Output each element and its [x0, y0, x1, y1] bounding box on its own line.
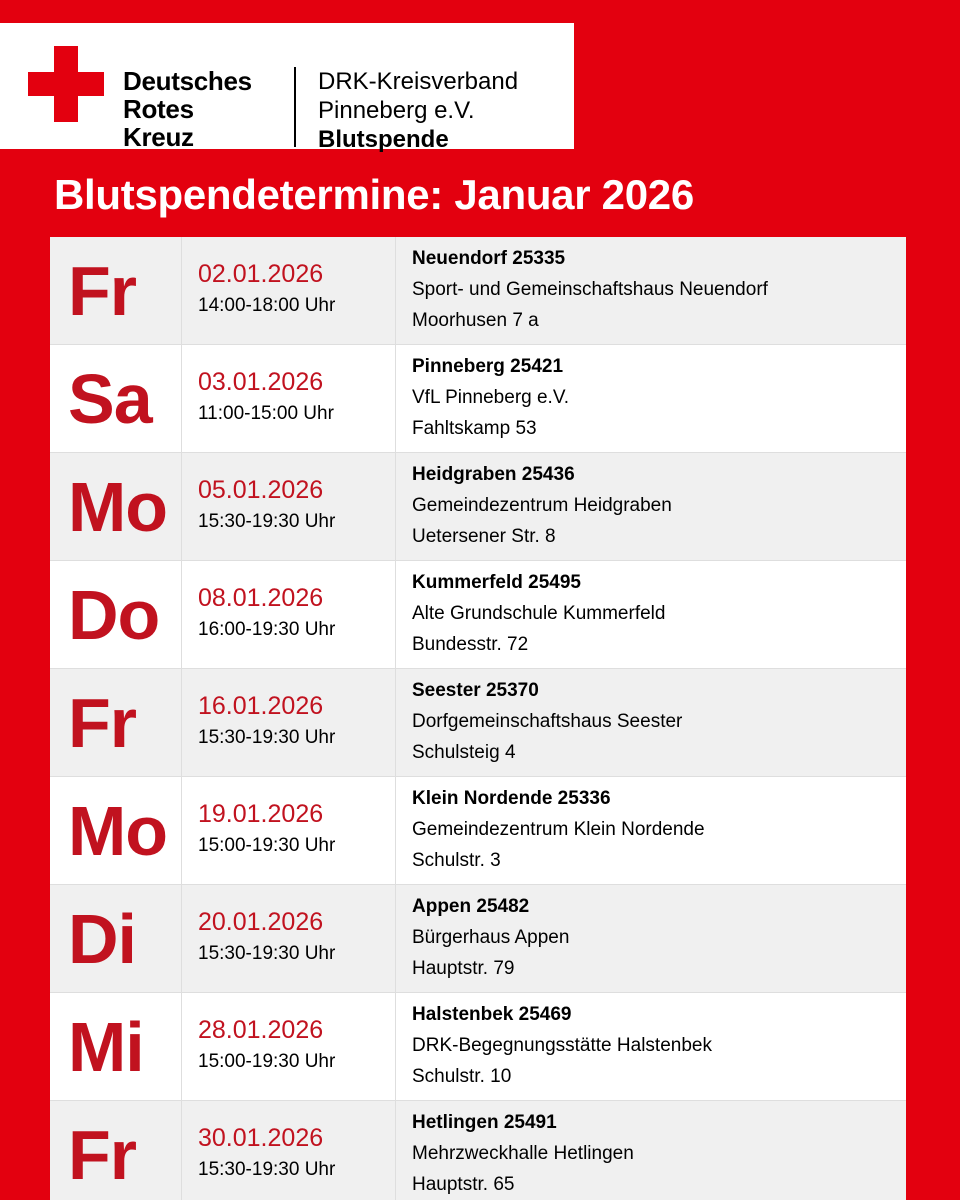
appointment-time: 15:00-19:30 Uhr — [198, 1051, 336, 1072]
location-place: Halstenbek 25469 — [412, 1004, 572, 1025]
date-cell — [182, 777, 396, 885]
location-place: Neuendorf 25335 — [412, 248, 566, 269]
appointment-row — [50, 777, 906, 885]
location-address: Uetersener Str. 8 — [412, 526, 556, 547]
appointment-row — [50, 1101, 906, 1200]
location-address: Schulsteig 4 — [412, 742, 516, 763]
location-place: Heidgraben 25436 — [412, 464, 575, 485]
org-name-line: Deutsches — [123, 66, 252, 96]
location-place: Appen 25482 — [412, 896, 530, 917]
day-cell — [50, 237, 182, 345]
appointment-time: 16:00-19:30 Uhr — [198, 619, 336, 640]
date-cell — [182, 1101, 396, 1200]
appointment-row — [50, 345, 906, 453]
appointment-time: 15:30-19:30 Uhr — [198, 943, 336, 964]
location-venue: Mehrzweckhalle Hetlingen — [412, 1143, 634, 1164]
date-cell — [182, 993, 396, 1101]
unit-line-1: DRK-Kreisverband — [318, 68, 519, 95]
org-name-line: Kreuz — [123, 122, 194, 152]
day-cell — [50, 885, 182, 993]
weekday: Mi — [68, 1008, 144, 1086]
location-address: Fahltskamp 53 — [412, 418, 537, 439]
location-address: Hauptstr. 79 — [412, 958, 515, 979]
appointment-date: 03.01.2026 — [198, 368, 324, 396]
location-address: Hauptstr. 65 — [412, 1174, 515, 1195]
weekday: Fr — [68, 252, 136, 330]
location-venue: DRK-Begegnungsstätte Halstenbek — [412, 1035, 712, 1056]
location-venue: Dorfgemeinschaftshaus Seester — [412, 711, 683, 732]
appointment-date: 28.01.2026 — [198, 1016, 324, 1044]
appointment-date: 16.01.2026 — [198, 692, 324, 720]
logo-divider — [294, 67, 296, 147]
appointment-row — [50, 885, 906, 993]
date-cell — [182, 345, 396, 453]
appointment-time: 15:30-19:30 Uhr — [198, 511, 336, 532]
location-place: Pinneberg 25421 — [412, 356, 564, 377]
day-cell — [50, 453, 182, 561]
appointment-row — [50, 669, 906, 777]
date-cell — [182, 453, 396, 561]
appointment-row — [50, 453, 906, 561]
location-venue: VfL Pinneberg e.V. — [412, 387, 570, 408]
location-cell — [396, 993, 896, 1101]
appointment-time: 11:00-15:00 Uhr — [198, 403, 334, 424]
location-cell — [396, 669, 896, 777]
org-name — [123, 67, 252, 151]
appointment-table — [50, 237, 906, 1200]
location-cell — [396, 885, 896, 993]
appointment-time: 14:00-18:00 Uhr — [198, 295, 336, 316]
unit-name — [318, 67, 518, 154]
location-place: Seester 25370 — [412, 680, 539, 701]
day-cell — [50, 669, 182, 777]
weekday: Fr — [68, 684, 136, 762]
location-venue: Bürgerhaus Appen — [412, 927, 570, 948]
location-cell — [396, 561, 896, 669]
appointment-date: 19.01.2026 — [198, 800, 324, 828]
unit-line-2: Pinneberg e.V. — [318, 97, 475, 124]
weekday: Mo — [68, 468, 168, 546]
appointment-date: 05.01.2026 — [198, 476, 324, 504]
location-venue: Gemeindezentrum Heidgraben — [412, 495, 672, 516]
appointment-date: 30.01.2026 — [198, 1124, 324, 1152]
location-venue: Gemeindezentrum Klein Nordende — [412, 819, 705, 840]
date-cell — [182, 669, 396, 777]
location-address: Bundesstr. 72 — [412, 634, 529, 655]
page-title: Blutspendetermine: Januar 2026 — [54, 171, 694, 218]
date-cell — [182, 237, 396, 345]
location-place: Klein Nordende 25336 — [412, 788, 611, 809]
weekday: Mo — [68, 792, 168, 870]
location-address: Schulstr. 10 — [412, 1066, 512, 1087]
weekday: Di — [68, 900, 136, 978]
location-venue: Sport- und Gemeinschaftshaus Neuendorf — [412, 279, 768, 300]
appointment-row — [50, 237, 906, 345]
appointment-time: 15:30-19:30 Uhr — [198, 727, 336, 748]
location-place: Kummerfeld 25495 — [412, 572, 581, 593]
red-cross-icon — [28, 46, 104, 122]
day-cell — [50, 561, 182, 669]
appointment-row — [50, 993, 906, 1101]
location-venue: Alte Grundschule Kummerfeld — [412, 603, 666, 624]
day-cell — [50, 993, 182, 1101]
location-cell — [396, 345, 896, 453]
appointment-date: 02.01.2026 — [198, 260, 324, 288]
location-cell — [396, 453, 896, 561]
location-place: Hetlingen 25491 — [412, 1112, 557, 1133]
appointment-date: 08.01.2026 — [198, 584, 324, 612]
day-cell — [50, 1101, 182, 1200]
day-cell — [50, 345, 182, 453]
appointment-date: 20.01.2026 — [198, 908, 324, 936]
appointment-time: 15:00-19:30 Uhr — [198, 835, 336, 856]
location-address: Schulstr. 3 — [412, 850, 501, 871]
unit-line-3: Blutspende — [318, 126, 449, 153]
day-cell — [50, 777, 182, 885]
location-cell — [396, 237, 896, 345]
weekday: Fr — [68, 1116, 136, 1194]
appointment-row — [50, 561, 906, 669]
org-name-line: Rotes — [123, 94, 194, 124]
date-cell — [182, 561, 396, 669]
drk-logo-header — [0, 23, 574, 153]
location-address: Moorhusen 7 a — [412, 310, 539, 331]
weekday: Sa — [68, 360, 152, 438]
location-cell — [396, 777, 896, 885]
appointment-time: 15:30-19:30 Uhr — [198, 1159, 336, 1180]
location-cell — [396, 1101, 896, 1200]
date-cell — [182, 885, 396, 993]
weekday: Do — [68, 576, 160, 654]
